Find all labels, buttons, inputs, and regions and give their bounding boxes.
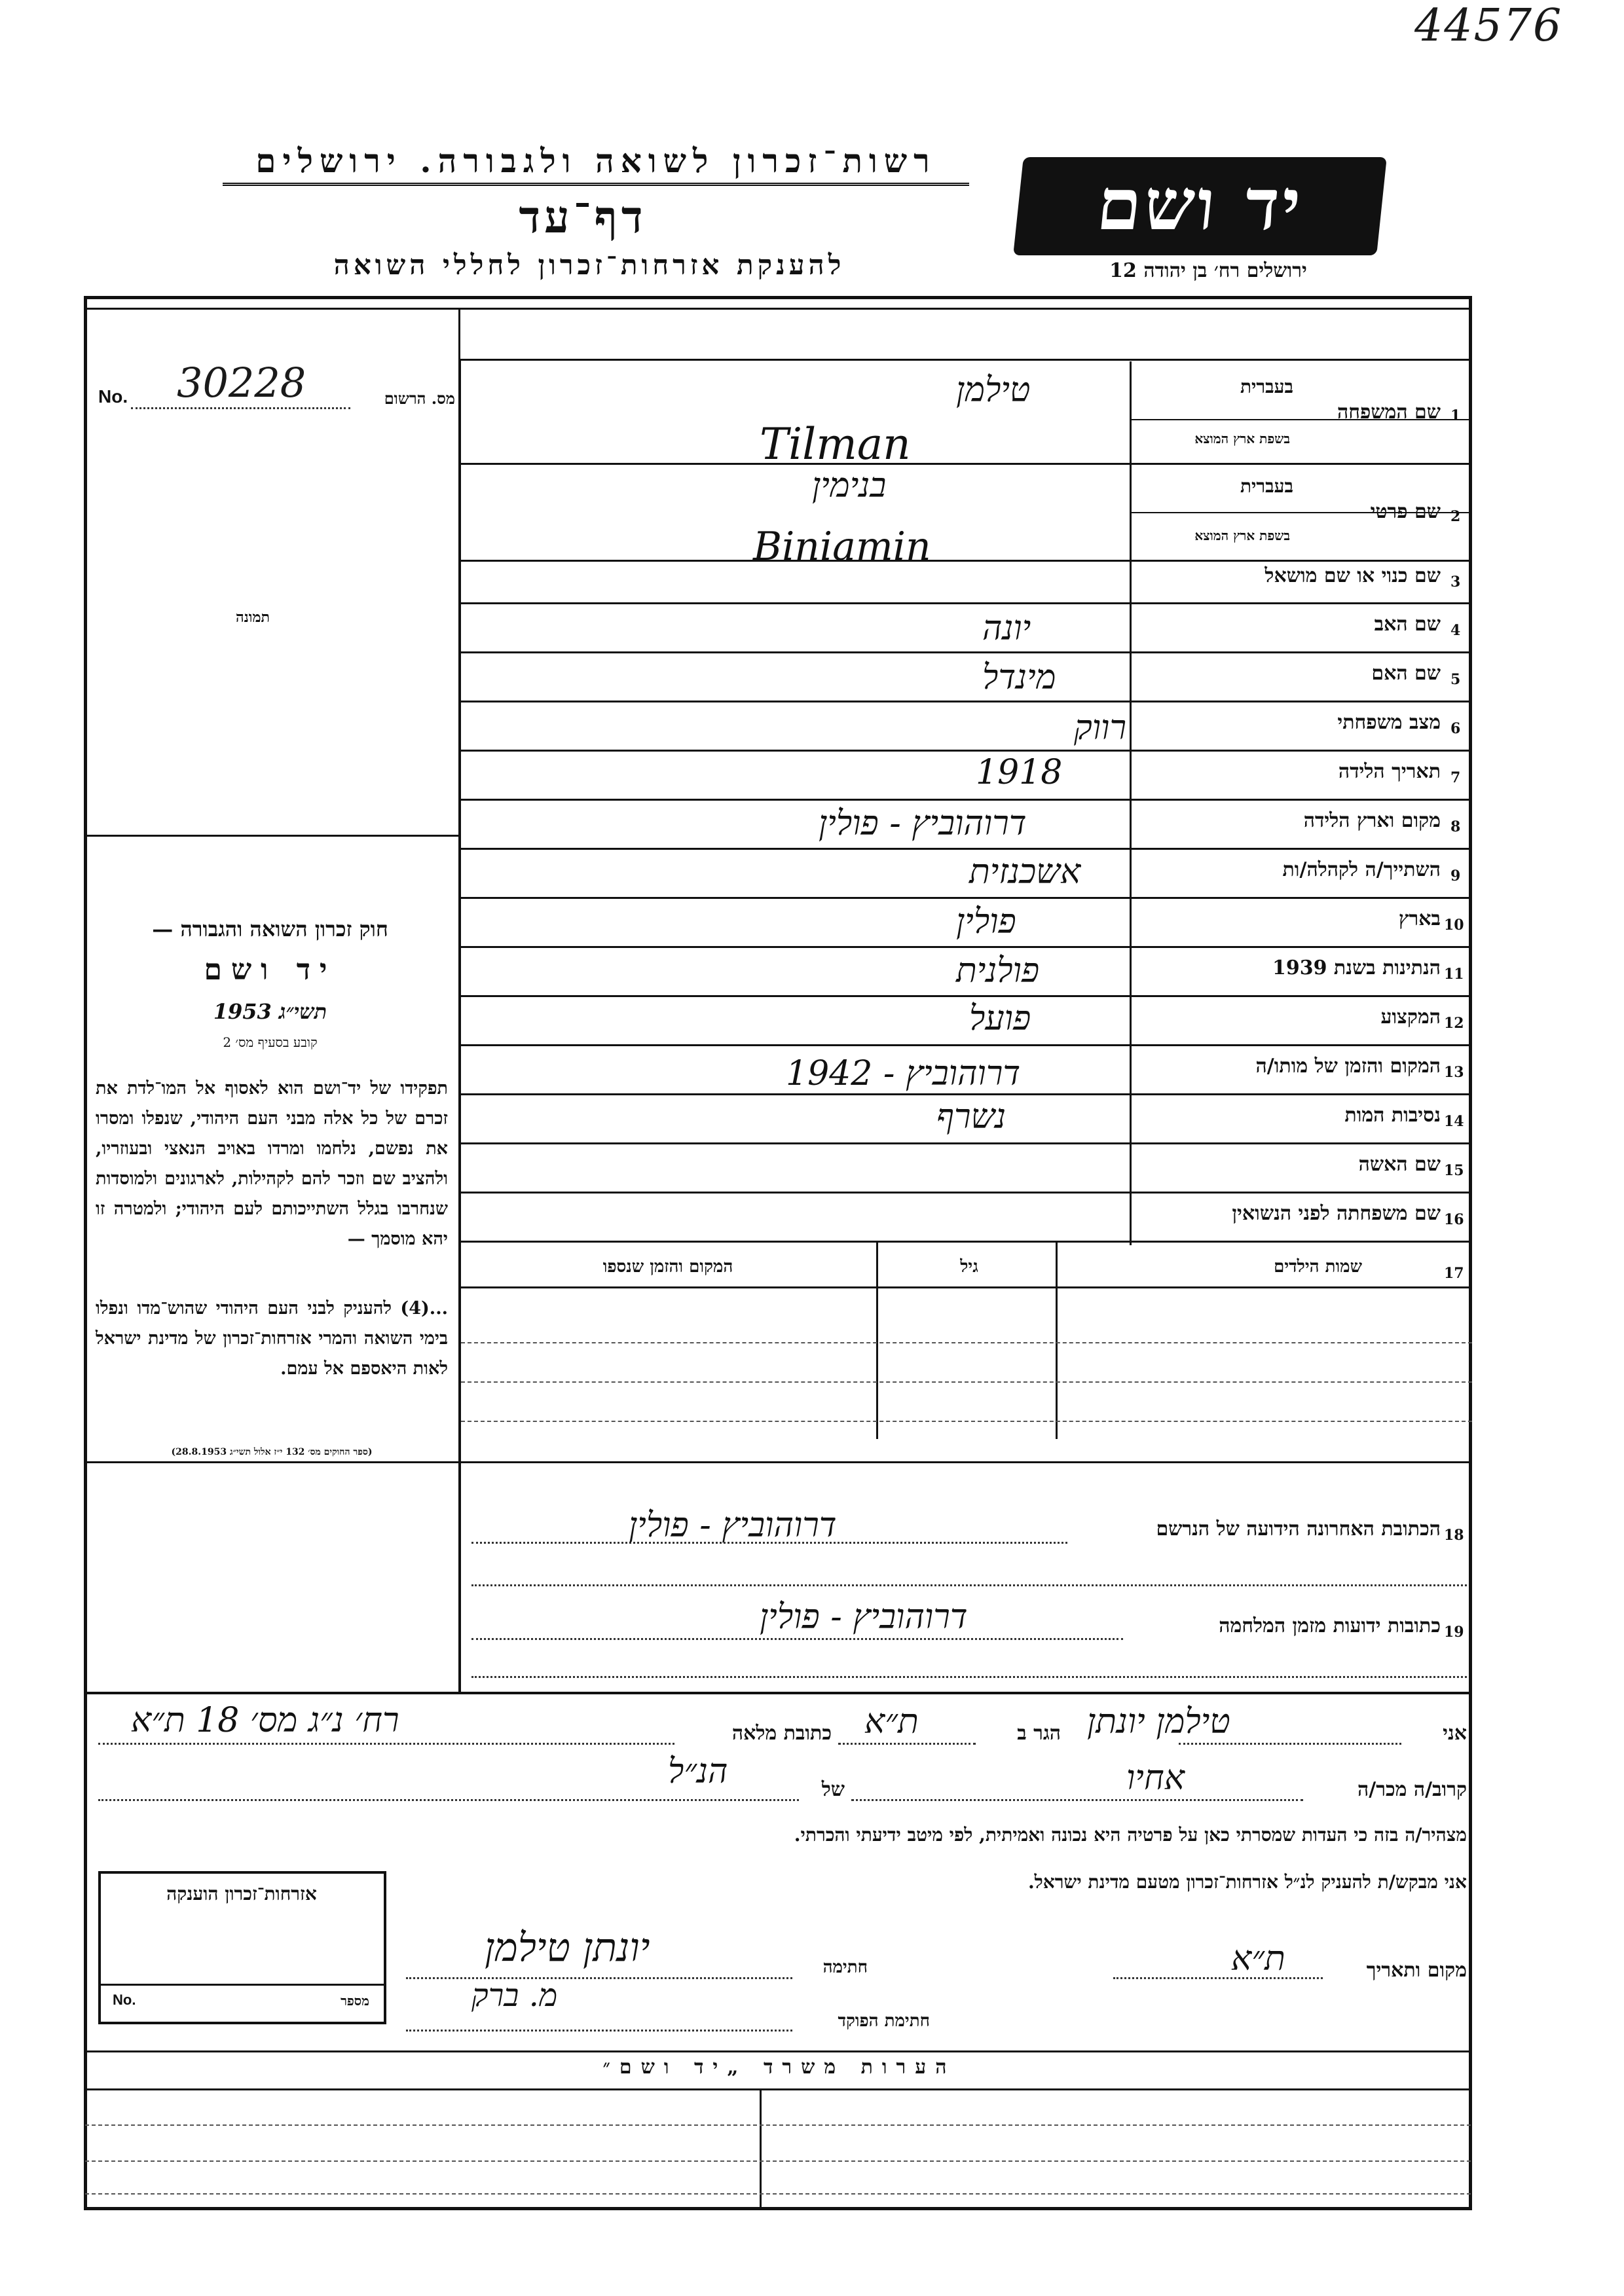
citizenship-title: אזרחות־זכרון הוענקה (166, 1883, 317, 1904)
of-label: של (821, 1778, 845, 1801)
field-2-number: 2 (1450, 508, 1461, 525)
relative-label: קרוב/ה מכר/ה (1357, 1778, 1467, 1801)
declarant-name: טילמן יונתן (1087, 1702, 1230, 1741)
field-16-label: שם משפחתה לפני הנשואין (1232, 1202, 1441, 1225)
field-8-value: דרוהוביץ - פולין (819, 804, 1027, 843)
field-12-number: 12 (1444, 1015, 1464, 1032)
law-clause: קובע בסעיף מס׳ 2 (223, 1034, 318, 1050)
field-14-number: 14 (1444, 1113, 1464, 1130)
field-6-label: מצב משפחתי (1337, 711, 1441, 734)
logo-text: יד ושם (1093, 164, 1308, 246)
law-name: יד ושם (204, 953, 337, 987)
field-4-number: 4 (1450, 622, 1461, 639)
field-5-value: מינדל (982, 658, 1056, 697)
field-2-local-label: בשפת ארץ המוצא (1194, 528, 1290, 543)
field-5-number: 5 (1450, 671, 1461, 688)
field-1-local-label: בשפת ארץ המוצא (1194, 431, 1290, 446)
law-paragraph-1: תפקידו של יד־ושם הוא לאסוף אל המו־לדת את זכרם של כל אלה מבני העם היהודי, שנפלו ומסרו את נפשם, נלחמו ומרדו באויב הנאצי ובעוזריו, ולהציב שם וזכר להם לקהילות, לארגונים ולמוסדות שנחרבו בגלל השתייכותם לעם היהודי; ולמטרה זו יהא מוסמך — (96, 1078, 448, 1249)
field-11-number: 11 (1444, 966, 1464, 983)
citizenship-box (98, 1871, 386, 2024)
yad-vashem-logo (1013, 157, 1387, 255)
law-paragraph-2: ...(4) להעניק לבני העם היהודי שהוש־מדו ונפלו בימי השואה והמרי אזרחות־זכרון של מדינת ישראל לאות היאספם אל עמם. (96, 1298, 448, 1379)
full-address-label: כתובת מלאה (731, 1722, 832, 1745)
place-date-label: מקום ותאריך (1366, 1959, 1467, 1982)
field-3-label: שם כנוי או שם מושאל (1264, 564, 1441, 587)
field-13-value: דרוהוביץ - 1942 (786, 1054, 1021, 1093)
field-1-number: 1 (1450, 407, 1461, 424)
field-19-number: 19 (1444, 1624, 1464, 1641)
field-13-number: 13 (1444, 1064, 1464, 1081)
field-1-label: שם המשפחה (1337, 401, 1441, 424)
citizenship-no-label: No. (113, 1992, 136, 2008)
declaration-ani: אני (1443, 1722, 1467, 1745)
field-10-number: 10 (1444, 917, 1464, 934)
notes-title: הערות משרד „יד ושם״ (602, 2056, 956, 2079)
lives-in-value: ת״א (864, 1702, 919, 1741)
statement-2: אני מבקש/ת להעניק לנ״ל אזרחות־זכרון מטעם מדינת ישראל. (1027, 1871, 1467, 1893)
officer-value: מ. ברק (471, 1977, 558, 2014)
children-header-place: המקום והזמן שנספו (602, 1257, 733, 1277)
field-16-number: 16 (1444, 1211, 1464, 1228)
field-3-number: 3 (1450, 574, 1461, 591)
field-8-label: מקום וארץ הלידה (1303, 809, 1441, 832)
place-date-value: ת״א (1231, 1939, 1285, 1978)
field-7-label: תאריך הלידה (1338, 760, 1441, 783)
field-15-number: 15 (1444, 1162, 1464, 1179)
field-8-number: 8 (1450, 818, 1461, 835)
field-5-label: שם האם (1371, 662, 1441, 685)
children-header-names: שמות הילדים (1274, 1257, 1362, 1277)
field-1-value-local: Tilman (760, 419, 911, 469)
form-subtitle: להענקת אזרחות־זכרון לחללי השואה (333, 249, 845, 281)
signature-value: יונתן טילמן (485, 1925, 650, 1971)
field-18-number: 18 (1444, 1527, 1464, 1544)
statement-1: מצהיר/ה בזה כי העדות שמסרתי כאן על פרטיה היא נכונה ואמיתית, לפי מיטב ידיעתי והכרתי. (794, 1824, 1467, 1846)
field-19-value: דרוהוביץ - פולין (760, 1597, 968, 1637)
lives-in-label: הגר ב (1017, 1722, 1061, 1745)
children-header-age: גיל (960, 1257, 978, 1277)
field-14-label: נסיבות המות (1344, 1104, 1441, 1127)
law-source: (ספר החוקים מס׳ 132 י״ז אלול תשי״ג 28.8.1953) (171, 1447, 373, 1457)
field-6-value: רווק (1074, 708, 1126, 748)
citizenship-number-label: מספר (341, 1993, 369, 2009)
field-9-value: אשכנזית (969, 852, 1081, 892)
law-year: תשי״ג 1953 (213, 999, 327, 1024)
archive-number: 44576 (1414, 0, 1563, 52)
registration-no-label: No. (98, 386, 128, 407)
relative-value: אחיו (1126, 1758, 1185, 1798)
field-7-value: 1918 (976, 753, 1063, 792)
field-10-label: בארץ (1398, 907, 1441, 930)
form-title: דף־עד (519, 191, 647, 244)
field-2-hebrew-label: בעברית (1240, 475, 1293, 497)
field-15-label: שם האשה (1358, 1153, 1441, 1176)
field-14-value: נשרף (936, 1097, 1006, 1137)
field-2-label: שם פרטי (1370, 500, 1441, 523)
field-4-value: יונה (982, 609, 1031, 648)
full-address-value: רח׳ נ״ג מס׳ 18 ת״א (131, 1701, 399, 1740)
field-13-label: המקום והזמן של מותו/ה (1255, 1055, 1441, 1078)
institution-title: רשות־זכרון לשואה ולגבורה. ירושלים (223, 141, 969, 186)
field-7-number: 7 (1450, 769, 1461, 786)
field-12-label: המקצוע (1380, 1006, 1441, 1029)
field-4-label: שם האב (1374, 613, 1441, 636)
signature-label: חתימה (822, 1958, 868, 1977)
registration-number: 30228 (177, 359, 306, 407)
field-2-value: בנימין (812, 466, 887, 505)
field-6-number: 6 (1450, 720, 1461, 737)
field-10-value: פולין (956, 902, 1016, 941)
logo-address: ירושלים רח׳ בן יהודה 12 (1109, 259, 1307, 282)
field-1-value: טילמן (956, 371, 1031, 410)
field-11-label: הנתינות בשנת 1939 (1272, 957, 1441, 979)
field-18-label: הכתובת האחרונה הידועה של הנרשם (1156, 1518, 1441, 1540)
registration-label: מס. הרשום (384, 389, 455, 408)
field-18-value: דרוהוביץ - פולין (629, 1506, 837, 1545)
law-title: חוק זכרון השואה והגבורה — (152, 917, 388, 941)
field-9-label: השתייך/ה לקהלה/ות (1282, 858, 1441, 881)
field-17-number: 17 (1444, 1265, 1464, 1282)
officer-label: חתימת הפוקד (838, 2011, 930, 2031)
of-value: הנ״ל (668, 1752, 728, 1791)
field-11-value: פולנית (956, 951, 1040, 991)
field-1-hebrew-label: בעברית (1240, 376, 1293, 397)
field-9-number: 9 (1450, 867, 1461, 884)
field-2-value-local: Biniamin (753, 524, 931, 570)
field-19-label: כתובות ידועות מזמן המלחמה (1219, 1614, 1441, 1637)
field-12-value: פועל (969, 999, 1031, 1038)
photo-label: תמונה (236, 609, 270, 626)
